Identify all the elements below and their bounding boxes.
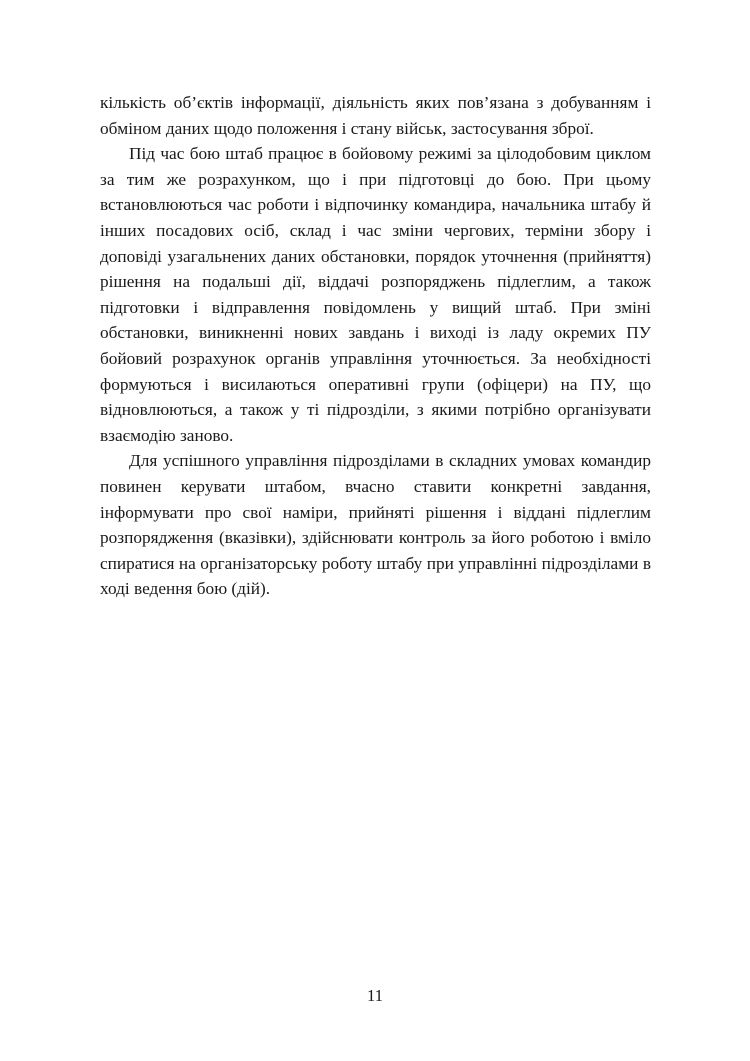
paragraph-battle-mode: Під час бою штаб працює в бойовому режимі за цілодобовим циклом за тим же розрахунком, що і при підготовці до бою. При цьому встановлюються час роботи і відпочинку командира, начальника штабу й інших посадових осіб, склад і час зміни чергових, терміни збору і доповіді узагальнених даних обстановки, порядок уточнення (прийняття) рішення на подальші дії, віддачі розпоряджень підлеглим, а також підготовки і відправлення повідомлень у вищий штаб. При зміні обстановки, виникненні нових завдань і виході із ладу окремих ПУ бойовий розрахунок органів управління уточнюється. За необхідності формуються і висилаються оперативні групи (офіцери) на ПУ, що відновлюються, а також у ті підрозділи, з якими потрібно організувати взаємодію заново. — [100, 144, 651, 445]
paragraph-commander-control: Для успішного управління підрозділами в складних умовах командир повинен керувати штабом, вчасно ставити конкретні завдання, інформувати про свої наміри, прийняті рішення і віддані підлеглим розпорядження (вказівки), здійснювати контроль за його роботою і вміло спиратися на організаторську роботу штабу при управлінні підрозділами в ході ведення бою (дій). — [100, 451, 651, 599]
body-text — [100, 90, 651, 602]
page-number: 11 — [366, 986, 384, 1005]
paragraph-continuation: кількість об’єктів інформації, діяльність яких пов’язана з добуванням і обміном даних щодо положення і стану військ, застосування зброї. — [100, 93, 651, 138]
